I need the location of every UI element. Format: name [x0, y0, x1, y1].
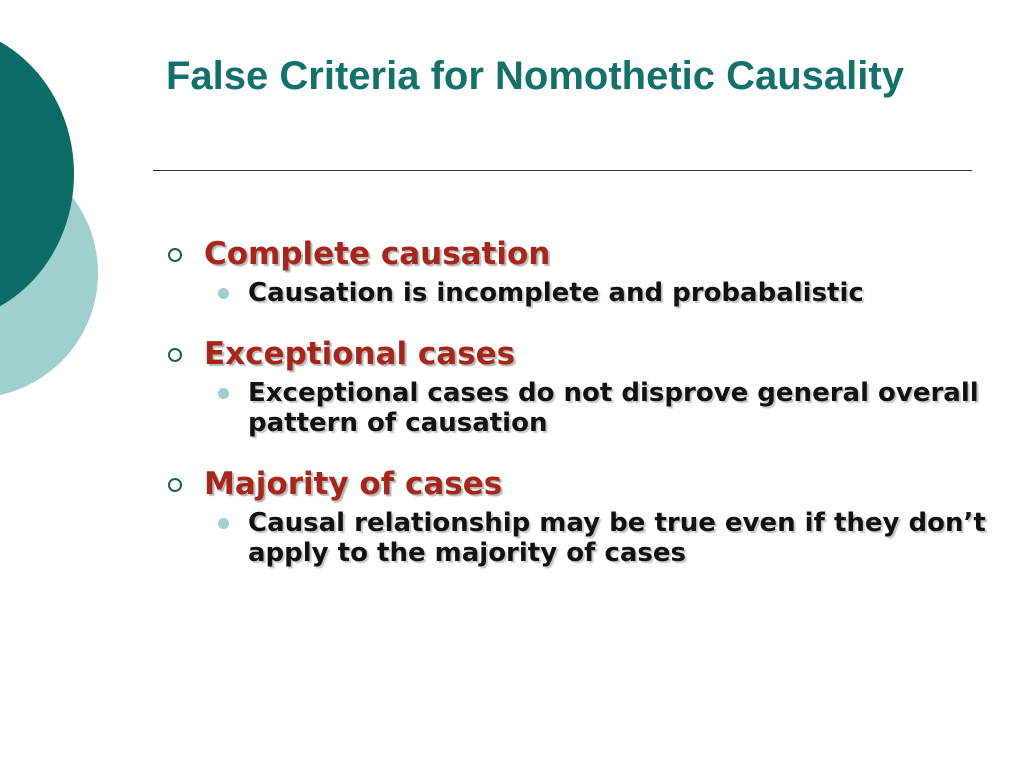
- bullet-heading: [160, 232, 980, 276]
- bullet-section: [160, 332, 980, 438]
- bullet-detail-text: Causal relationship may be true even if they don’t apply to the majority of cases: [248, 508, 986, 568]
- bullet-heading-text: Complete causation: [204, 236, 551, 272]
- dot-bullet-icon: [218, 388, 229, 399]
- bullet-detail: [160, 508, 988, 568]
- bullet-section: [160, 462, 986, 568]
- bullet-list: [160, 232, 986, 592]
- dot-bullet-icon: [218, 518, 229, 529]
- ring-bullet-icon: [168, 348, 182, 362]
- bullet-detail: [160, 378, 988, 438]
- ring-bullet-icon: [168, 248, 182, 262]
- slide-title: False Criteria for Nomothetic Causality: [166, 54, 904, 98]
- bullet-detail: [160, 278, 988, 308]
- bullet-detail-text: Causation is incomplete and probabalistic: [248, 278, 864, 308]
- dot-bullet-icon: [218, 288, 229, 299]
- ring-bullet-icon: [168, 478, 182, 492]
- bullet-section: [160, 232, 980, 308]
- bullet-heading-text: Majority of cases: [204, 466, 503, 502]
- bullet-heading: [160, 332, 980, 376]
- bullet-heading: [160, 462, 980, 506]
- bullet-heading-text: Exceptional cases: [204, 336, 516, 372]
- title-divider: [153, 170, 972, 171]
- bullet-detail-text: Exceptional cases do not disprove general overall pattern of causation: [248, 378, 979, 438]
